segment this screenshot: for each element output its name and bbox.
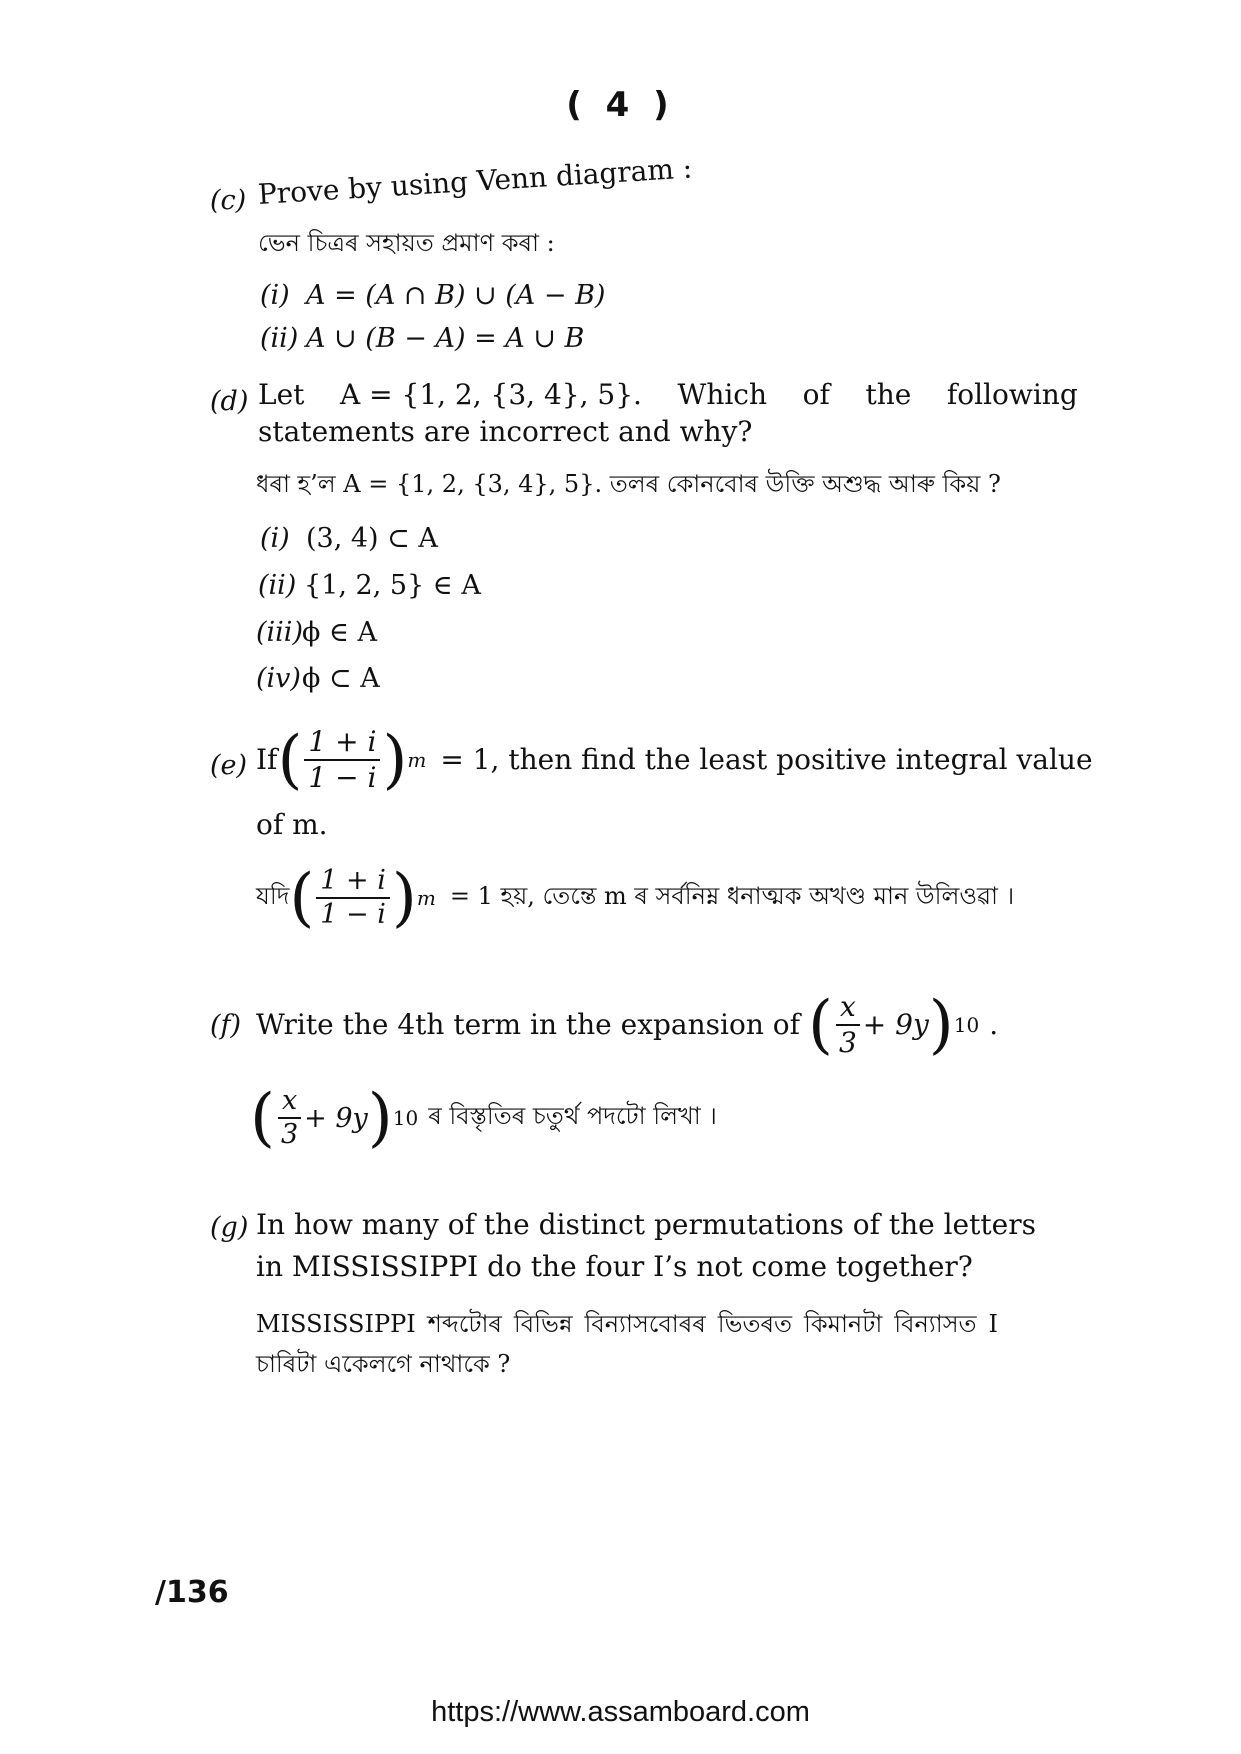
left-paren: (	[277, 722, 303, 797]
question-f-statement-bn	[250, 1081, 717, 1156]
question-d-part-4	[256, 663, 380, 694]
part-expression: A = (A ∩ B) ∪ (A − B)	[306, 280, 606, 311]
part-expression: ϕ ⊂ A	[302, 663, 380, 694]
question-e-label: (e)	[210, 750, 248, 781]
question-f-label: (f)	[210, 1010, 242, 1041]
fraction-denominator: 3	[838, 1025, 857, 1059]
question-c-label: (c)	[210, 185, 247, 216]
question-g-text-bn-line1: MISSISSIPPI শব্দটোৰ বিভিন্ন বিন্যাসবোৰৰ ভিতৰত কিমানটা বিন্যাসত I	[256, 1310, 998, 1338]
question-c-text-en: Prove by using Venn diagram :	[256, 151, 694, 211]
plus-term: + 9y	[862, 1008, 929, 1042]
right-paren: )	[391, 861, 417, 936]
question-d-text-en-line1: Let A = {1, 2, {3, 4}, 5}. Which of the following	[258, 378, 1078, 411]
question-c-part-1	[260, 280, 605, 311]
part-label: (i)	[260, 280, 290, 311]
question-d-part-1	[260, 523, 438, 554]
left-paren: (	[250, 1081, 275, 1156]
question-g-text-en-line1: In how many of the distinct permutations of the letters	[256, 1208, 1036, 1241]
paper-code: /136	[155, 1575, 229, 1610]
part-expression: {1, 2, 5} ∈ A	[304, 570, 481, 601]
question-g-text-bn-line2: চাৰিটা একেলগে নাথাকে ?	[256, 1350, 511, 1378]
fraction-numerator: 1 + i	[316, 865, 390, 899]
fraction-denominator: 1 − i	[320, 899, 386, 931]
part-label: (ii)	[260, 323, 299, 354]
part-label: (ii)	[258, 570, 297, 601]
question-e-text-en-line2: of m.	[256, 808, 328, 841]
fraction	[835, 990, 861, 1059]
statement-rest: = 1, then find the least positive integral value	[440, 743, 1093, 777]
page-number: ( 4 )	[566, 85, 675, 125]
right-paren: )	[382, 722, 408, 797]
exponent: 10	[392, 1106, 419, 1131]
complex-fraction	[304, 725, 380, 794]
exponent: 10	[953, 1012, 980, 1037]
statement-text: Write the 4th term in the expansion of	[256, 1008, 800, 1042]
right-paren: )	[367, 1081, 393, 1156]
plus-term: + 9y	[304, 1102, 368, 1134]
if-word: If	[256, 743, 278, 777]
right-paren: )	[928, 987, 954, 1062]
question-e-statement-en	[256, 722, 1093, 797]
fraction-denominator: 1 − i	[308, 760, 377, 794]
statement-rest: = 1 হয়, তেন্তে m ৰ সৰ্বনিম্ন ধনাত্মক অখণ্ড মান উলিওৱা ।	[449, 882, 1015, 911]
part-expression: A ∪ (B − A) = A ∪ B	[306, 323, 585, 354]
question-c-part-2	[260, 323, 584, 354]
part-expression: (3, 4) ⊂ A	[306, 523, 438, 554]
question-d-part-3	[256, 617, 377, 648]
complex-fraction	[316, 865, 390, 932]
question-d-text-en-line2: statements are incorrect and why?	[258, 415, 753, 448]
statement-rest: ৰ বিস্তৃতিৰ চতুৰ্থ পদটো লিখা ।	[428, 1102, 717, 1131]
left-paren: (	[289, 861, 315, 936]
part-label: (i)	[260, 523, 290, 554]
question-g-label: (g)	[210, 1212, 249, 1243]
fraction-numerator: x	[836, 990, 860, 1026]
question-c-text-bn: ভেন চিত্ৰৰ সহায়ত প্ৰমাণ কৰা :	[258, 229, 555, 257]
question-d-part-2	[258, 570, 481, 601]
left-paren: (	[808, 987, 833, 1062]
fraction	[277, 1085, 302, 1152]
part-label: (iv)	[256, 663, 301, 694]
part-label: (iii)	[256, 617, 303, 648]
fraction-denominator: 3	[280, 1119, 299, 1151]
question-g-text-en-line2: in MISSISSIPPI do the four I’s not come together?	[256, 1250, 973, 1283]
part-expression: ϕ ∈ A	[302, 617, 378, 648]
fraction-numerator: x	[278, 1085, 301, 1119]
fraction-numerator: 1 + i	[304, 725, 380, 761]
question-d-label: (d)	[210, 386, 249, 417]
question-e-statement-bn	[256, 861, 1015, 936]
bn-prefix: যদি	[256, 882, 290, 911]
source-url[interactable]: https://www.assamboard.com	[431, 1696, 810, 1728]
exponent: m	[416, 886, 436, 911]
question-d-text-bn: ধৰা হ’ল A = {1, 2, {3, 4}, 5}. তলৰ কোনবোৰ উক্তি অশুদ্ধ আৰু কিয় ?	[256, 470, 1001, 498]
exponent: m	[407, 747, 427, 772]
question-f-statement-en	[256, 987, 999, 1062]
end-punctuation: .	[989, 1008, 999, 1042]
